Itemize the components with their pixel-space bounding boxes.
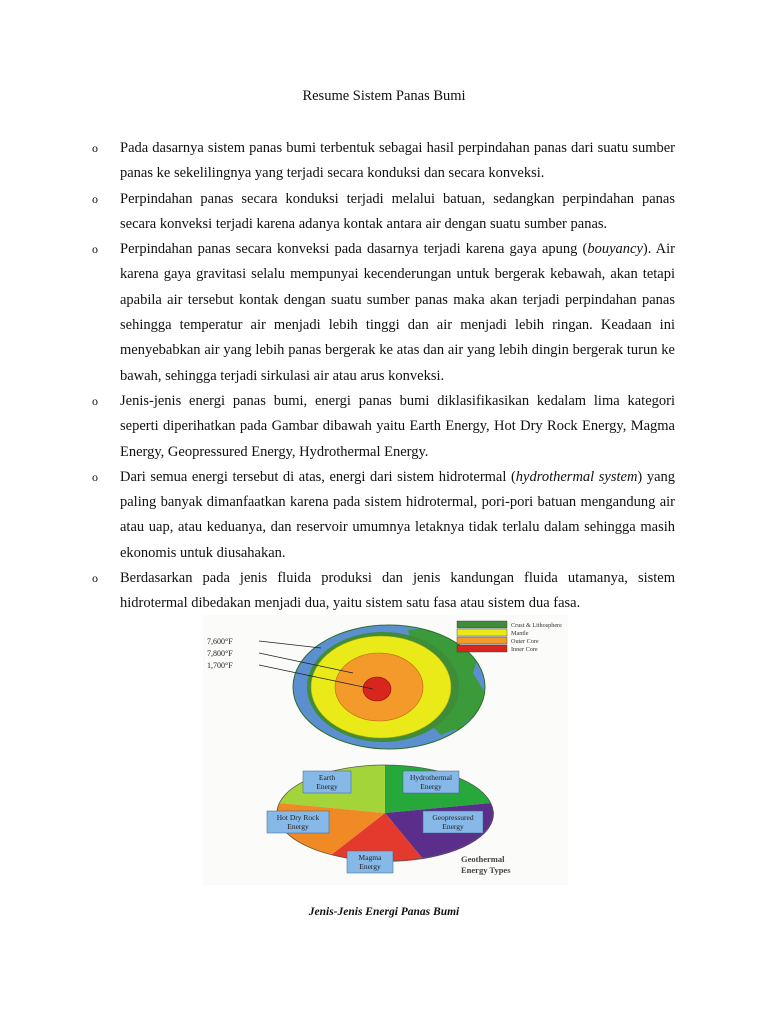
bullet-marker: o bbox=[92, 191, 98, 206]
list-item-italic-term: hydrothermal system bbox=[515, 468, 638, 485]
list-item bbox=[92, 389, 675, 465]
legend-label: Crust & Lithosphere bbox=[511, 622, 562, 629]
list-item-text-end: ). Air karena gaya gravitasi selalu mempunyai kecenderungan untuk bergerak kebawah, akan tetapi apabila air tersebut kontak dengan suatu sumber panas maka akan terjadi perpindahan panas sehingga temperatur air menjadi lebih tinggi dan air menjadi lebih ringan. Keadaan ini menyebabkan air yang lebih panas bergerak ke atas dan air yang lebih dingin bergerak turun ke bawah, sehingga terjadi sirkulasi air atau arus konveksi. bbox=[120, 241, 675, 384]
list-item-italic-term: bouyancy bbox=[587, 241, 643, 258]
legend-swatch bbox=[457, 621, 507, 628]
legend-label: Outer Core bbox=[511, 638, 539, 645]
pie-label-line: Hydrothermal bbox=[409, 773, 453, 782]
list-item bbox=[92, 187, 675, 238]
pie-label-line: Energy bbox=[287, 822, 309, 831]
list-item-text: Berdasarkan pada jenis fluida produksi dan jenis kandungan fluida utamanya, sistem hidrotermal dibedakan menjadi dua, yaitu sistem satu fasa atau sistem dua fasa. bbox=[120, 570, 675, 612]
pie-label-line: Geopressured bbox=[432, 813, 474, 822]
list-item-text-start: Perpindahan panas secara konveksi pada dasarnya terjadi karena gaya apung ( bbox=[120, 241, 588, 258]
geothermal-figure bbox=[203, 615, 568, 885]
pie-label-line: Energy bbox=[316, 782, 338, 791]
list-item bbox=[92, 465, 675, 566]
earth-cross-section bbox=[207, 625, 485, 749]
temperature-label: 1,700°F bbox=[207, 661, 233, 670]
pointer-line bbox=[259, 641, 321, 648]
list-item bbox=[92, 136, 675, 187]
pie-label-line: Magma bbox=[358, 853, 382, 862]
list-item-text: Perpindahan panas secara konduksi terjadi melalui batuan, sedangkan perpindahan panas secara konveksi terjadi karena adanya kontak antara air dengan suatu sumber panas. bbox=[120, 190, 675, 232]
temperature-label: 7,600°F bbox=[207, 637, 233, 646]
list-item-text-end: ) yang paling banyak dimanfaatkan karena pada sistem hidrotermal, pori-pori batuan mengandung air atau uap, atau keduanya, dan reservoir umumnya letaknya tidak terlalu dalam sehingga masih ekonomis untuk diusahakan. bbox=[120, 468, 675, 561]
bullet-marker: o bbox=[92, 571, 98, 586]
bullet-marker: o bbox=[92, 393, 98, 408]
list-item-text-start: Dari semua energi tersebut di atas, energi dari sistem hidrotermal ( bbox=[120, 468, 516, 485]
pie-label-line: Energy bbox=[420, 782, 442, 791]
geothermal-illustration bbox=[203, 615, 568, 885]
pie-label-line: Energy bbox=[442, 822, 464, 831]
list-item-text: Jenis-jenis energi panas bumi, energi panas bumi diklasifikasikan kedalam lima kategori seperti diperihatkan pada Gambar dibawah yaitu Earth Energy, Hot Dry Rock Energy, Magma Energy, Geopressured Energy, Hydrothermal Energy. bbox=[120, 392, 675, 460]
inner-core-layer bbox=[363, 677, 391, 701]
pie-title-line: Geothermal bbox=[461, 854, 505, 864]
list-item bbox=[92, 566, 675, 617]
temperature-label: 7,800°F bbox=[207, 649, 233, 658]
legend-label: Inner Core bbox=[511, 646, 538, 653]
legend-swatch bbox=[457, 629, 507, 636]
list-item-text: Pada dasarnya sistem panas bumi terbentuk sebagai hasil perpindahan panas dari suatu sumber panas ke sekelilingnya yang terjadi secara konduksi dan secara konveksi. bbox=[120, 140, 675, 182]
pie-label-line: Earth bbox=[318, 773, 336, 782]
pie-title-line: Energy Types bbox=[461, 865, 511, 875]
bullet-marker: o bbox=[92, 469, 98, 484]
figure-legend bbox=[457, 621, 562, 653]
pie-label-line: Hot Dry Rock bbox=[276, 813, 320, 822]
list-item bbox=[92, 237, 675, 389]
bullet-marker: o bbox=[92, 242, 98, 257]
pie-label-line: Energy bbox=[359, 862, 381, 871]
bullet-list bbox=[92, 136, 675, 617]
figure-caption: Jenis-Jenis Energi Panas Bumi bbox=[308, 906, 460, 918]
legend-swatch bbox=[457, 637, 507, 644]
bullet-marker: o bbox=[92, 141, 98, 155]
legend-label: Mantle bbox=[511, 630, 529, 637]
page-title: Resume Sistem Panas Bumi bbox=[302, 88, 466, 104]
legend-swatch bbox=[457, 645, 507, 652]
